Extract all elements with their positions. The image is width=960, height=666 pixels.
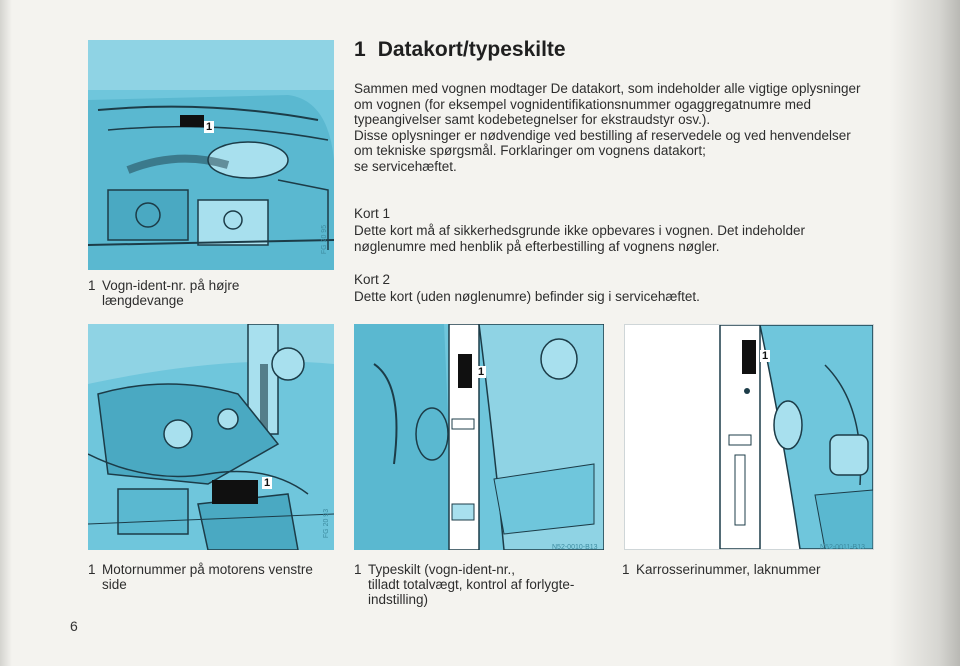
figure-vin-illustration bbox=[88, 40, 334, 270]
body-number-marker-number: 1 bbox=[762, 350, 769, 362]
engine-number-marker-bar bbox=[212, 480, 258, 504]
intro-paragraph: Sammen med vognen modtager De datakort, som indeholder alle vigtige oplysninger om vognen (for eksempel vognidentifikationsnummer ogaggregatnumre med typeangivelser samt kodebetegnelser for ekstraudstyr osv.). Disse oplysninger er nødvendige ved bestilling af reservedele og ved henvendelser om tekniske spørgsmål. Forklaringer om vognens datakort; se servicehæftet. bbox=[354, 81, 861, 174]
page-left-edge bbox=[0, 0, 12, 666]
kort1-paragraph: Dette kort må af sikkerhedsgrunde ikke opbevares i vognen. Det indeholder nøglenumre med henblik på efterbestilling af vognens nøgler. bbox=[354, 223, 806, 254]
kort2-heading: Kort 2 bbox=[354, 272, 391, 287]
page-fold-shadow bbox=[890, 0, 960, 666]
figure-caption: 1 Typeskilt (vogn-ident-nr., tilladt totalvægt, kontrol af forlygte- indstilling) bbox=[354, 562, 575, 607]
type-plate-marker-bar bbox=[458, 354, 472, 388]
vin-marker-number: 1 bbox=[206, 121, 213, 133]
figure-code: N52-0010-B13 bbox=[552, 544, 598, 551]
kort2-paragraph: Dette kort (uden nøglenumre) befinder sig i servicehæftet. bbox=[354, 289, 700, 304]
figure-engine-number-illustration bbox=[88, 324, 334, 550]
figure-caption: 1 Motornummer på motorens venstre side bbox=[88, 562, 313, 592]
kort1-heading: Kort 1 bbox=[354, 206, 391, 221]
figure-caption: 1 Karrosserinummer, laknummer bbox=[622, 562, 821, 577]
figure-code: FG 20 93 bbox=[323, 508, 331, 539]
figure-caption: 1 Vogn-ident-nr. på højre længdevange bbox=[88, 278, 240, 308]
figure-type-plate-illustration bbox=[354, 324, 604, 550]
engine-number-marker-number: 1 bbox=[264, 477, 271, 489]
figure-code: N52-0011-B13 bbox=[820, 544, 866, 551]
body-number-marker-bar bbox=[742, 340, 756, 374]
figure-code: FG 20 95 bbox=[321, 224, 329, 255]
page-number: 6 bbox=[70, 618, 78, 634]
page-title: 1 Datakort/typeskilte bbox=[354, 38, 566, 61]
vin-marker-bar bbox=[180, 115, 204, 127]
type-plate-marker-number: 1 bbox=[478, 366, 485, 378]
